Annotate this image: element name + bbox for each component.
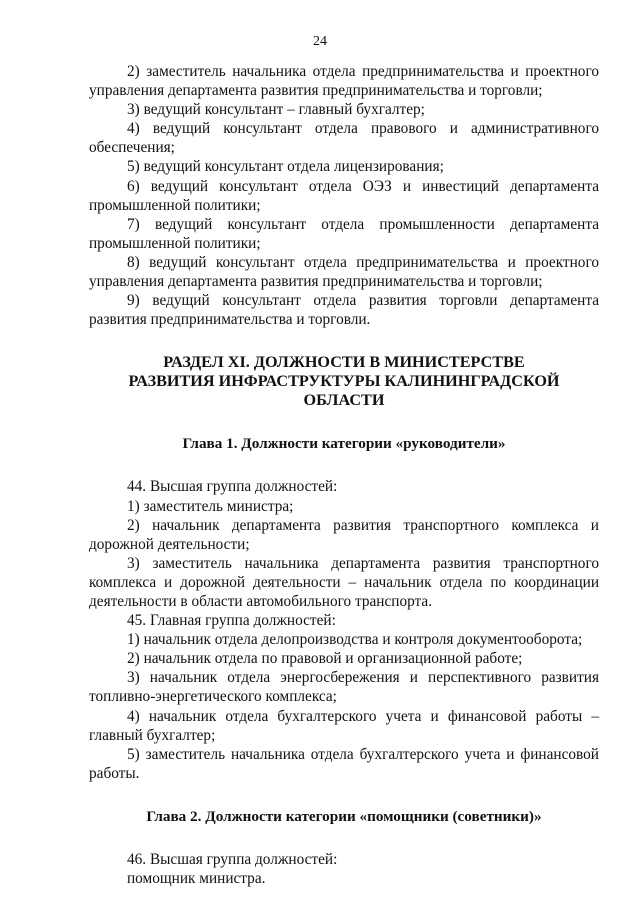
section-title-line-1: РАЗДЕЛ XI. ДОЛЖНОСТИ В МИНИСТЕРСТВЕ <box>163 353 525 372</box>
group-44-heading: 44. Высшая группа должностей: <box>127 478 338 496</box>
chapter-1-title: Глава 1. Должности категории «руководители» <box>182 435 506 453</box>
document-body <box>89 62 599 888</box>
list-item: 3) начальник отдела энергосбережения и перспективного развития топливно-энергетического комплекса; <box>89 669 599 706</box>
list-item: 6) ведущий консультант отдела ОЭЗ и инвестиций департамента промышленной политики; <box>89 177 599 214</box>
list-item: 1) начальник отдела делопроизводства и контроля документооборота; <box>127 631 583 649</box>
section-title <box>89 353 599 410</box>
list-item: помощник министра. <box>127 870 266 888</box>
list-item: 7) ведущий консультант отдела промышленности департамента промышленной политики; <box>89 215 599 252</box>
list-item: 5) заместитель начальника отдела бухгалтерского учета и финансовой работы. <box>89 745 599 782</box>
group-45-heading: 45. Главная группа должностей: <box>127 612 336 630</box>
list-item: 4) начальник отдела бухгалтерского учета и финансовой работы – главный бухгалтер; <box>89 707 599 744</box>
page-number: 24 <box>313 34 327 49</box>
list-item: 3) заместитель начальника департамента развития транспортного комплекса и дорожной деятельности – начальник отдела по координации деятельности в области автомобильного транспорта. <box>89 554 599 610</box>
section-title-line-2: РАЗВИТИЯ ИНФРАСТРУКТУРЫ КАЛИНИНГРАДСКОЙ ОБЛАСТИ <box>128 372 560 410</box>
list-item: 3) ведущий консультант – главный бухгалтер; <box>127 101 425 119</box>
list-item: 1) заместитель министра; <box>127 497 294 515</box>
list-item: 5) ведущий консультант отдела лицензирования; <box>127 158 444 176</box>
list-item: 9) ведущий консультант отдела развития торговли департамента развития предпринимательства и торговли. <box>89 292 599 329</box>
list-item: 2) начальник отдела по правовой и организационной работе; <box>127 650 523 668</box>
group-46-heading: 46. Высшая группа должностей: <box>127 851 338 868</box>
list-item: 2) заместитель начальника отдела предпринимательства и проектного управления департамента развития предпринимательства и торговли; <box>89 63 599 100</box>
list-item: 4) ведущий консультант отдела правового и административного обеспечения; <box>89 120 599 157</box>
list-item: 8) ведущий консультант отдела предпринимательства и проектного управления департамента развития предпринимательства и торговли; <box>89 253 599 291</box>
chapter-2-title: Глава 2. Должности категории «помощники (советники)» <box>146 807 542 825</box>
list-item: 2) начальник департамента развития транспортного комплекса и дорожной деятельности; <box>89 516 599 553</box>
